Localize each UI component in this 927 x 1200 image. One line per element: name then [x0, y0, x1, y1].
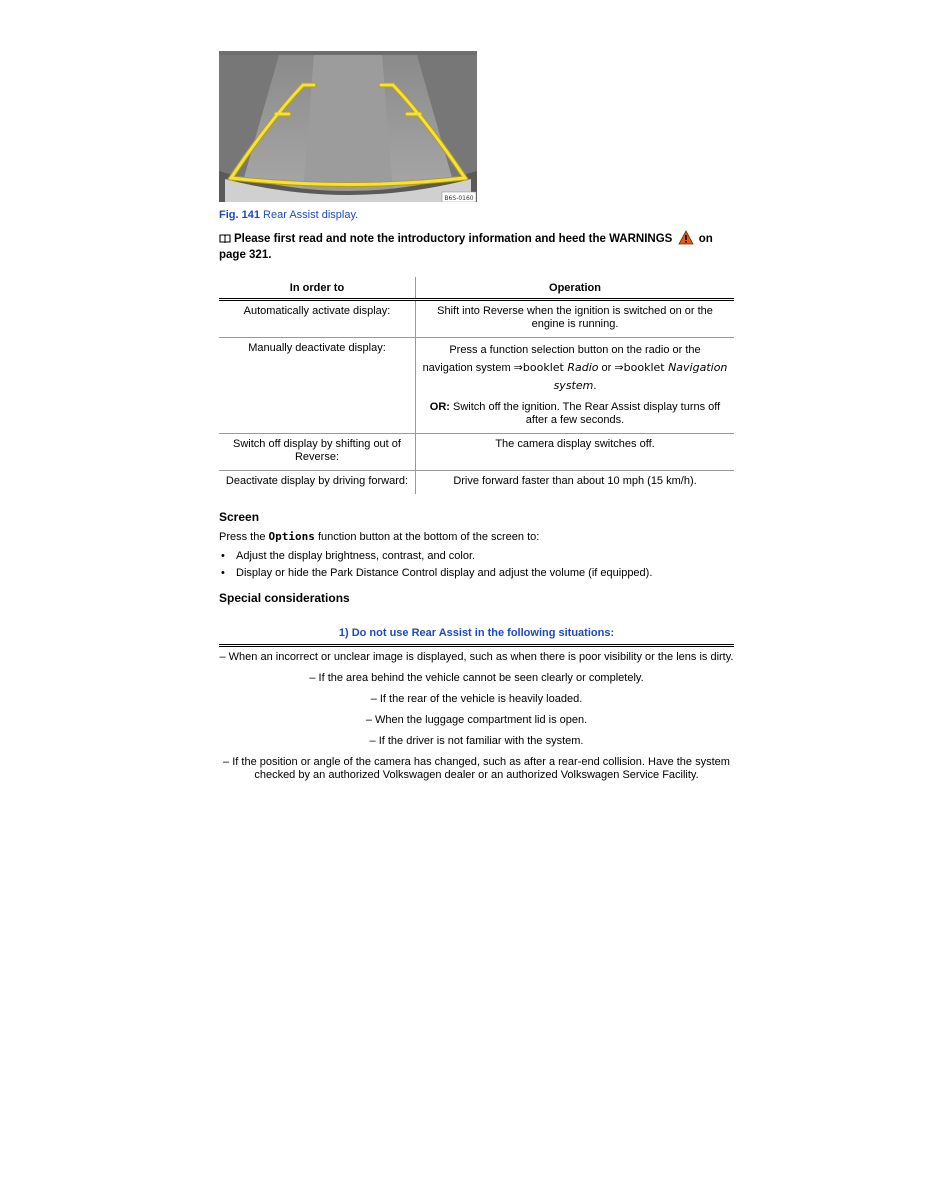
action-cell: Switch off display by shifting out of Reverse:: [219, 434, 416, 471]
book-icon: [219, 233, 231, 247]
list-item: • Display or hide the Park Distance Control display and adjust the volume (if equipped).: [219, 567, 652, 584]
image-code: B6S-0160: [444, 195, 474, 202]
warning-item: – When an incorrect or unclear image is displayed, such as when there is poor visibility or the lens is dirty.: [219, 651, 734, 663]
warning-box: [219, 627, 734, 782]
warning-triangle-icon: [678, 230, 694, 249]
operation-cell: [416, 338, 735, 434]
table-header-row: [219, 277, 734, 300]
warning-item: – If the driver is not familiar with the system.: [369, 735, 584, 747]
screen-intro-text: Press the: [219, 531, 269, 543]
operation-text: .: [593, 380, 597, 392]
operation-text: or: [598, 362, 615, 374]
action-cell: Deactivate display by driving forward:: [219, 471, 416, 495]
warning-item: – If the rear of the vehicle is heavily loaded.: [370, 693, 583, 705]
figure-caption: [219, 209, 358, 221]
screen-intro-text: function button at the bottom of the screen to:: [314, 531, 540, 543]
navigation-booklet-link[interactable]: Navigation system: [553, 361, 728, 392]
operations-table: [219, 277, 734, 494]
list-item: • Adjust the display brightness, contrast, and color.: [219, 550, 652, 567]
table-row: [219, 300, 734, 338]
figure-caption-label: Fig. 141: [219, 209, 260, 221]
column-header-operation: Operation: [416, 277, 735, 300]
column-header-action: In order to: [219, 277, 416, 300]
operation-cell: The camera display switches off.: [416, 434, 735, 471]
warning-item: – If the area behind the vehicle cannot be seen clearly or completely.: [309, 672, 644, 684]
booklet-reference: booklet: [522, 361, 568, 374]
action-cell: Manually deactivate display:: [219, 338, 416, 434]
warning-title: 1) Do not use Rear Assist in the following situations:: [219, 627, 734, 647]
booklet-reference: booklet: [623, 361, 669, 374]
or-label: OR:: [429, 401, 450, 413]
action-cell: Automatically activate display:: [219, 300, 416, 338]
cross-reference-arrow-icon: ⇒: [614, 361, 624, 374]
intro-note: [219, 230, 719, 262]
rear-assist-figure: [219, 51, 477, 202]
intro-note-text: Please first read and note the introductory information and heed the WARNINGS: [234, 233, 673, 245]
special-considerations-heading: Special considerations: [219, 591, 350, 605]
intro-note-page-ref: on page 321.: [219, 233, 713, 261]
rear-assist-camera-image: [219, 51, 477, 202]
operation-text: Switch off the ignition. The Rear Assist display turns off after a few seconds.: [449, 401, 721, 426]
warning-item: – If the position or angle of the camera has changed, such as after a rear-end collision. Have the system checked by an authorized Volkswagen dealer or an authorized Volkswagen Service Facility.: [223, 756, 730, 781]
operation-text: navigation system: [422, 362, 514, 374]
operation-cell: Shift into Reverse when the ignition is switched on or the engine is running.: [416, 300, 735, 338]
warning-item: – When the luggage compartment lid is open.: [365, 714, 588, 726]
operation-text: Press a function selection button on the radio or the: [449, 344, 701, 356]
screen-heading: Screen: [219, 510, 260, 524]
options-button-label: Options: [268, 530, 315, 543]
figure-caption-text: Rear Assist display.: [259, 209, 359, 221]
table-row: [219, 338, 734, 434]
cross-reference-arrow-icon: ⇒: [513, 361, 523, 374]
screen-options-list: [219, 550, 652, 584]
operation-cell: Drive forward faster than about 10 mph (15 km/h).: [453, 475, 697, 487]
screen-intro: [219, 530, 539, 543]
table-row: [219, 434, 734, 471]
table-row: [219, 471, 734, 495]
radio-booklet-link[interactable]: Radio: [567, 361, 599, 374]
